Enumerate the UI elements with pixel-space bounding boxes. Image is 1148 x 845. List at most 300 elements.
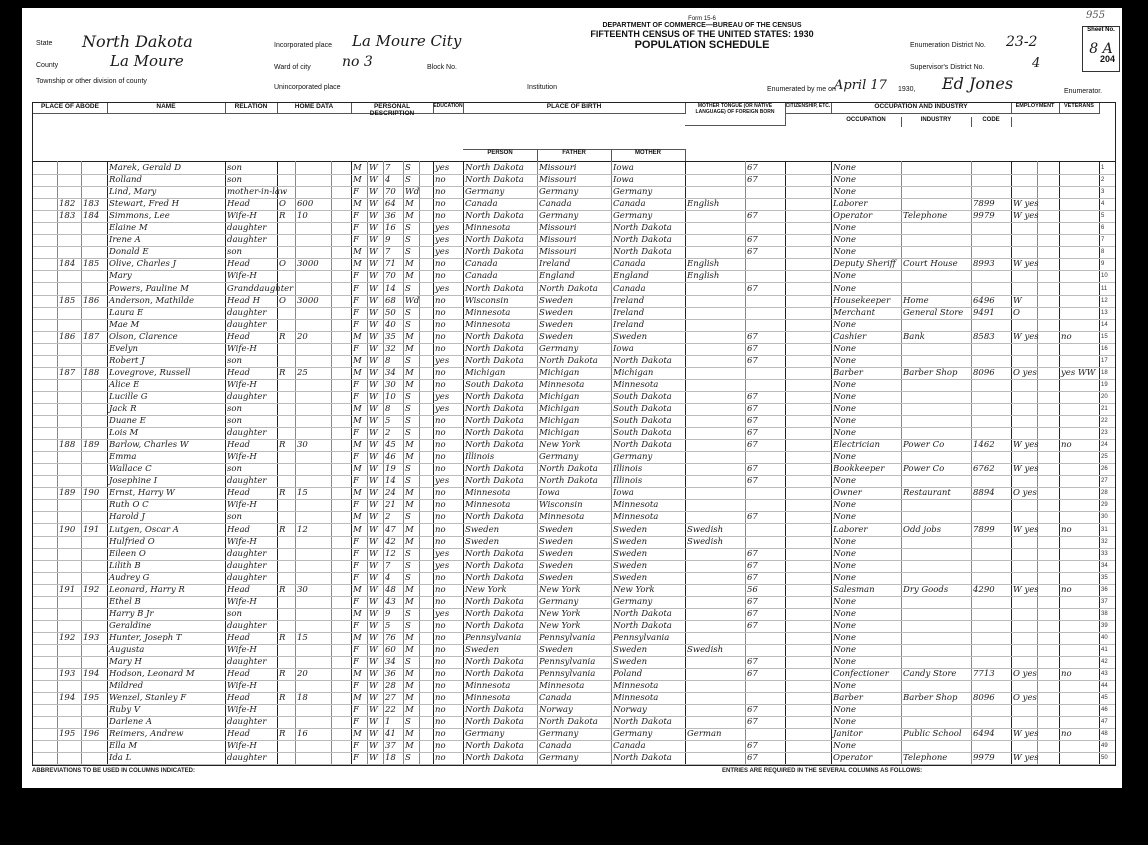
sex: F [353, 717, 359, 728]
industry: General Store [903, 307, 964, 318]
group-employment: EMPLOYMENT [1011, 103, 1060, 114]
dwelling-number [59, 463, 81, 475]
home-owned [279, 511, 295, 523]
occupation-code: 9491 [973, 307, 995, 318]
birthplace-mother: Pennsylvania [613, 632, 670, 643]
table-row [33, 307, 1115, 320]
employment: O yes [1013, 693, 1037, 704]
employment [1013, 451, 1059, 463]
occupation-code: 8583 [973, 331, 995, 342]
race: W [369, 645, 378, 655]
sex: M [353, 163, 362, 173]
employment [1013, 716, 1059, 728]
dwelling-number: 187 [59, 367, 76, 378]
relation: Head [227, 669, 250, 680]
mother-tongue [687, 692, 745, 704]
marital-status: M [405, 536, 414, 547]
home-owned [279, 379, 295, 391]
home-owned [279, 307, 295, 319]
home-owned: R [279, 211, 286, 222]
employment: O [1013, 307, 1020, 318]
person-name: Donald E [109, 247, 149, 258]
home-owned [279, 560, 295, 572]
person-name: Olson, Clarence [109, 331, 178, 342]
veteran [1061, 451, 1099, 463]
birthplace-person: North Dakota [465, 548, 524, 559]
sex: F [353, 681, 359, 692]
occupation: Laborer [833, 199, 868, 210]
birthplace-person: Sweden [465, 645, 500, 655]
birthplace-person: Canada [465, 199, 498, 210]
mother-tongue [687, 463, 745, 475]
dwelling-number: 182 [59, 199, 76, 210]
family-number [83, 379, 107, 391]
marital-status: S [405, 657, 411, 668]
birthplace-mother: Ireland [613, 307, 645, 318]
employment [1013, 403, 1059, 415]
birthplace-mother: North Dakota [613, 753, 672, 764]
occupation-code: 6496 [973, 295, 995, 306]
family-number [83, 427, 107, 439]
dwelling-number [59, 499, 81, 511]
industry: Candy Store [903, 669, 957, 680]
row-number: 2 [1101, 177, 1105, 184]
family-number [83, 415, 107, 427]
school-attendance: yes [435, 247, 450, 258]
family-number [83, 307, 107, 319]
census-grid [32, 102, 1116, 766]
veteran: no [1061, 524, 1072, 535]
home-owned [279, 355, 295, 367]
occupation: None [833, 223, 857, 234]
person-name: Hulfried O [109, 536, 155, 547]
dwelling-number [59, 174, 81, 186]
family-number [83, 475, 107, 487]
mother-tongue [687, 632, 745, 644]
home-value [297, 608, 331, 620]
dwelling-number [59, 644, 81, 656]
relation: son [227, 355, 242, 366]
sex: F [353, 500, 359, 511]
birthplace-mother: Minnesota [613, 512, 659, 523]
relation: daughter [227, 391, 267, 402]
family-number [83, 596, 107, 608]
industry [903, 379, 971, 391]
birthplace-person: North Dakota [465, 428, 524, 439]
relation: son [227, 247, 242, 258]
row-number: 34 [1101, 562, 1108, 569]
occupation: None [833, 705, 857, 716]
school-attendance: no [435, 572, 446, 583]
veteran [1061, 295, 1099, 307]
row-number: 45 [1101, 695, 1108, 702]
mother-tongue [687, 572, 745, 584]
school-attendance: no [435, 632, 446, 643]
marital-status: M [405, 331, 414, 342]
home-value [297, 511, 331, 523]
industry [903, 560, 971, 572]
school-attendance: no [435, 199, 446, 210]
birth-code: 67 [747, 404, 758, 414]
enumerated-year: 1930, [898, 86, 916, 93]
race: W [369, 343, 378, 354]
occupation-code [973, 355, 1011, 367]
birth-code: 67 [747, 464, 758, 475]
birthplace-mother: Canada [613, 283, 646, 294]
age: 41 [385, 729, 396, 740]
occupation: None [833, 632, 857, 643]
school-attendance: no [435, 367, 446, 378]
race: W [369, 512, 378, 523]
table-row [33, 475, 1115, 488]
person-name: Lutgen, Oscar A [109, 524, 179, 535]
employment [1013, 511, 1059, 523]
employment: W yes [1013, 440, 1039, 451]
county-value: La Moure [110, 52, 184, 70]
birthplace-father: Sweden [539, 645, 574, 655]
person-name: Mary H [109, 657, 142, 668]
table-row [33, 704, 1115, 717]
person-name: Hunter, Joseph T [109, 632, 182, 643]
relation: daughter [227, 476, 267, 487]
school-attendance: no [435, 271, 446, 282]
county-label: County [36, 62, 59, 69]
person-name: Emma [109, 452, 137, 463]
birth-code [747, 319, 785, 331]
birth-code: 67 [747, 235, 758, 246]
relation: daughter [227, 307, 267, 318]
relation: Head [227, 729, 250, 740]
sex: F [353, 391, 359, 402]
veteran [1061, 355, 1099, 367]
table-row [33, 210, 1115, 223]
home-value [297, 656, 331, 668]
birth-code: 67 [747, 476, 758, 487]
dwelling-number [59, 270, 81, 282]
home-owned [279, 222, 295, 234]
race: W [369, 753, 378, 764]
occupation: None [833, 608, 857, 619]
sex: F [353, 223, 359, 234]
occupation-code [973, 560, 1011, 572]
row-number: 27 [1101, 478, 1108, 485]
sex: F [353, 620, 359, 631]
relation: Wife-H [227, 536, 257, 547]
home-owned [279, 704, 295, 716]
relation: daughter [227, 223, 267, 234]
birthplace-person: Minnesota [465, 319, 511, 330]
row-number: 18 [1101, 369, 1108, 376]
person-name: Mildred [109, 681, 144, 692]
veteran [1061, 319, 1099, 331]
industry [903, 548, 971, 560]
occupation: None [833, 500, 857, 511]
employment [1013, 427, 1059, 439]
birthplace-father: Sweden [539, 319, 574, 330]
ward-value: no 3 [342, 54, 373, 70]
sex: F [353, 295, 359, 306]
employment [1013, 162, 1059, 174]
veteran [1061, 234, 1099, 246]
employment: W yes [1013, 259, 1039, 270]
veteran [1061, 210, 1099, 222]
sex: M [353, 199, 362, 210]
sex: F [353, 536, 359, 547]
birthplace-mother: Norway [613, 705, 647, 716]
family-number [83, 162, 107, 174]
race: W [369, 331, 378, 342]
sex: F [353, 753, 359, 764]
occupation: None [833, 657, 857, 668]
occupation-code: 7713 [973, 669, 995, 680]
birth-code: 67 [747, 247, 758, 258]
race: W [369, 632, 378, 643]
age: 34 [385, 367, 396, 378]
person-name: Marek, Gerald D [109, 163, 182, 173]
race: W [369, 584, 378, 595]
age: 36 [385, 211, 396, 222]
col-code: CODE [971, 117, 1012, 127]
birthplace-mother: North Dakota [613, 247, 672, 258]
school-attendance: yes [435, 476, 450, 487]
family-number [83, 283, 107, 295]
home-owned [279, 246, 295, 258]
veteran: no [1061, 440, 1072, 451]
home-value: 10 [297, 211, 308, 222]
occupation-code: 1462 [973, 440, 995, 451]
industry: Odd jobs [903, 524, 942, 535]
relation: daughter [227, 620, 267, 631]
birth-code: 67 [747, 211, 758, 222]
birthplace-father: Iowa [539, 488, 560, 499]
enumerator-label: Enumerator. [1064, 88, 1103, 95]
marital-status: S [405, 175, 411, 186]
birthplace-father: Missouri [539, 163, 577, 173]
occupation: None [833, 379, 857, 390]
person-name: Mae M [109, 319, 140, 330]
mother-tongue [687, 331, 745, 343]
relation: Head H [227, 295, 261, 306]
industry [903, 511, 971, 523]
mother-tongue [687, 716, 745, 728]
age: 14 [385, 283, 396, 294]
table-row [33, 295, 1115, 308]
home-owned [279, 427, 295, 439]
relation: Wife-H [227, 705, 257, 716]
occupation-code [973, 174, 1011, 186]
row-number: 6 [1101, 225, 1105, 232]
row-number: 25 [1101, 454, 1108, 461]
industry [903, 620, 971, 632]
birth-code: 67 [747, 741, 758, 752]
birthplace-father: Sweden [539, 524, 574, 535]
employment [1013, 186, 1059, 198]
table-row [33, 752, 1115, 765]
person-name: Simmons, Lee [109, 211, 170, 222]
row-number: 47 [1101, 719, 1108, 726]
birthplace-mother: Canada [613, 259, 646, 270]
dwelling-number [59, 283, 81, 295]
relation: Head [227, 524, 250, 535]
birth-code: 67 [747, 175, 758, 186]
table-row [33, 620, 1115, 633]
family-number: 193 [83, 632, 100, 643]
home-owned [279, 283, 295, 295]
school-attendance: no [435, 452, 446, 463]
col-birth-father: FATHER [537, 149, 612, 162]
veteran: no [1061, 729, 1072, 740]
state-label: State [36, 40, 53, 47]
race: W [369, 729, 378, 740]
sex: F [353, 319, 359, 330]
birthplace-father: Michigan [539, 416, 580, 427]
birthplace-person: North Dakota [465, 391, 524, 402]
col-birth-mother: MOTHER [611, 149, 686, 162]
home-owned [279, 644, 295, 656]
dwelling-number [59, 716, 81, 728]
family-number: 190 [83, 488, 100, 499]
home-owned: O [279, 295, 286, 306]
home-owned [279, 270, 295, 282]
occupation: None [833, 596, 857, 607]
sex: M [353, 175, 362, 186]
veteran [1061, 716, 1099, 728]
relation: son [227, 404, 242, 414]
race: W [369, 524, 378, 535]
birthplace-father: Norway [539, 705, 573, 716]
birthplace-person: Minnesota [465, 488, 511, 499]
occupation: None [833, 187, 857, 198]
table-row [33, 283, 1115, 296]
industry [903, 644, 971, 656]
marital-status: M [405, 271, 414, 282]
table-row [33, 740, 1115, 753]
age: 4 [385, 572, 391, 583]
birthplace-person: Pennsylvania [465, 632, 522, 643]
home-value: 3000 [297, 259, 319, 270]
birth-code: 67 [747, 657, 758, 668]
table-row [33, 584, 1115, 597]
dwelling-number [59, 246, 81, 258]
birthplace-mother: Germany [613, 729, 653, 740]
table-row [33, 403, 1115, 416]
birth-code [747, 728, 785, 740]
family-number: 183 [83, 199, 100, 210]
age: 1 [385, 717, 391, 728]
marital-status: S [405, 355, 411, 366]
sex: M [353, 608, 362, 619]
dwelling-number [59, 752, 81, 764]
birthplace-person: North Dakota [465, 355, 524, 366]
row-number: 15 [1101, 333, 1108, 340]
employment [1013, 499, 1059, 511]
age: 43 [385, 596, 396, 607]
sex: M [353, 512, 362, 523]
employment: W yes [1013, 729, 1039, 740]
home-owned [279, 391, 295, 403]
home-value: 30 [297, 584, 308, 595]
family-number [83, 620, 107, 632]
occupation-code [973, 680, 1011, 692]
home-value [297, 740, 331, 752]
veteran: no [1061, 584, 1072, 595]
marital-status: S [405, 247, 411, 258]
school-attendance: no [435, 620, 446, 631]
birthplace-person: North Dakota [465, 163, 524, 173]
dwelling-number: 186 [59, 331, 76, 342]
row-number: 43 [1101, 671, 1108, 678]
birthplace-father: Wisconsin [539, 500, 583, 511]
sex: M [353, 584, 362, 595]
industry [903, 162, 971, 174]
marital-status: S [405, 753, 411, 764]
occupation: Janitor [833, 729, 863, 740]
birthplace-mother: Iowa [613, 163, 634, 173]
race: W [369, 428, 378, 439]
school-attendance: yes [435, 548, 450, 559]
employment [1013, 740, 1059, 752]
person-name: Darlene A [109, 717, 153, 728]
table-row [33, 463, 1115, 476]
birthplace-father: Canada [539, 741, 572, 752]
veteran [1061, 632, 1099, 644]
table-row [33, 343, 1115, 356]
occupation-code [973, 475, 1011, 487]
employment [1013, 680, 1059, 692]
veteran [1061, 475, 1099, 487]
relation: Granddaughter [227, 283, 294, 294]
home-owned [279, 499, 295, 511]
row-number: 32 [1101, 538, 1108, 545]
school-attendance: yes [435, 355, 450, 366]
birthplace-father: Missouri [539, 175, 577, 186]
age: 7 [385, 247, 391, 258]
mother-tongue [687, 307, 745, 319]
mother-tongue [687, 620, 745, 632]
home-owned [279, 656, 295, 668]
birthplace-mother: South Dakota [613, 416, 672, 427]
supervisor-label: Supervisor's District No. [910, 64, 985, 71]
occupation: Salesman [833, 584, 875, 595]
industry [903, 222, 971, 234]
race: W [369, 223, 378, 234]
birth-code: 67 [747, 548, 758, 559]
veteran [1061, 680, 1099, 692]
occupation: None [833, 404, 857, 414]
home-owned [279, 174, 295, 186]
department-line: DEPARTMENT OF COMMERCE—BUREAU OF THE CENSUS [602, 22, 802, 29]
home-owned: R [279, 524, 286, 535]
sex: F [353, 560, 359, 571]
birthplace-person: North Dakota [465, 657, 524, 668]
home-value [297, 391, 331, 403]
family-number [83, 451, 107, 463]
group-personal: PERSONAL DESCRIPTION [351, 103, 434, 114]
sheet-number-box [1082, 26, 1120, 72]
industry [903, 427, 971, 439]
age: 7 [385, 163, 391, 173]
row-number: 24 [1101, 442, 1108, 449]
enumerator-name: Ed Jones [942, 74, 1014, 93]
occupation-code [973, 572, 1011, 584]
person-name: Lovegrove, Russell [109, 367, 191, 378]
occupation: Laborer [833, 524, 868, 535]
race: W [369, 452, 378, 463]
relation: Wife-H [227, 645, 257, 655]
dwelling-number: 189 [59, 488, 76, 499]
census-title: FIFTEENTH CENSUS OF THE UNITED STATES: 1930 [590, 29, 814, 39]
person-name: Hodson, Leonard M [109, 669, 195, 680]
